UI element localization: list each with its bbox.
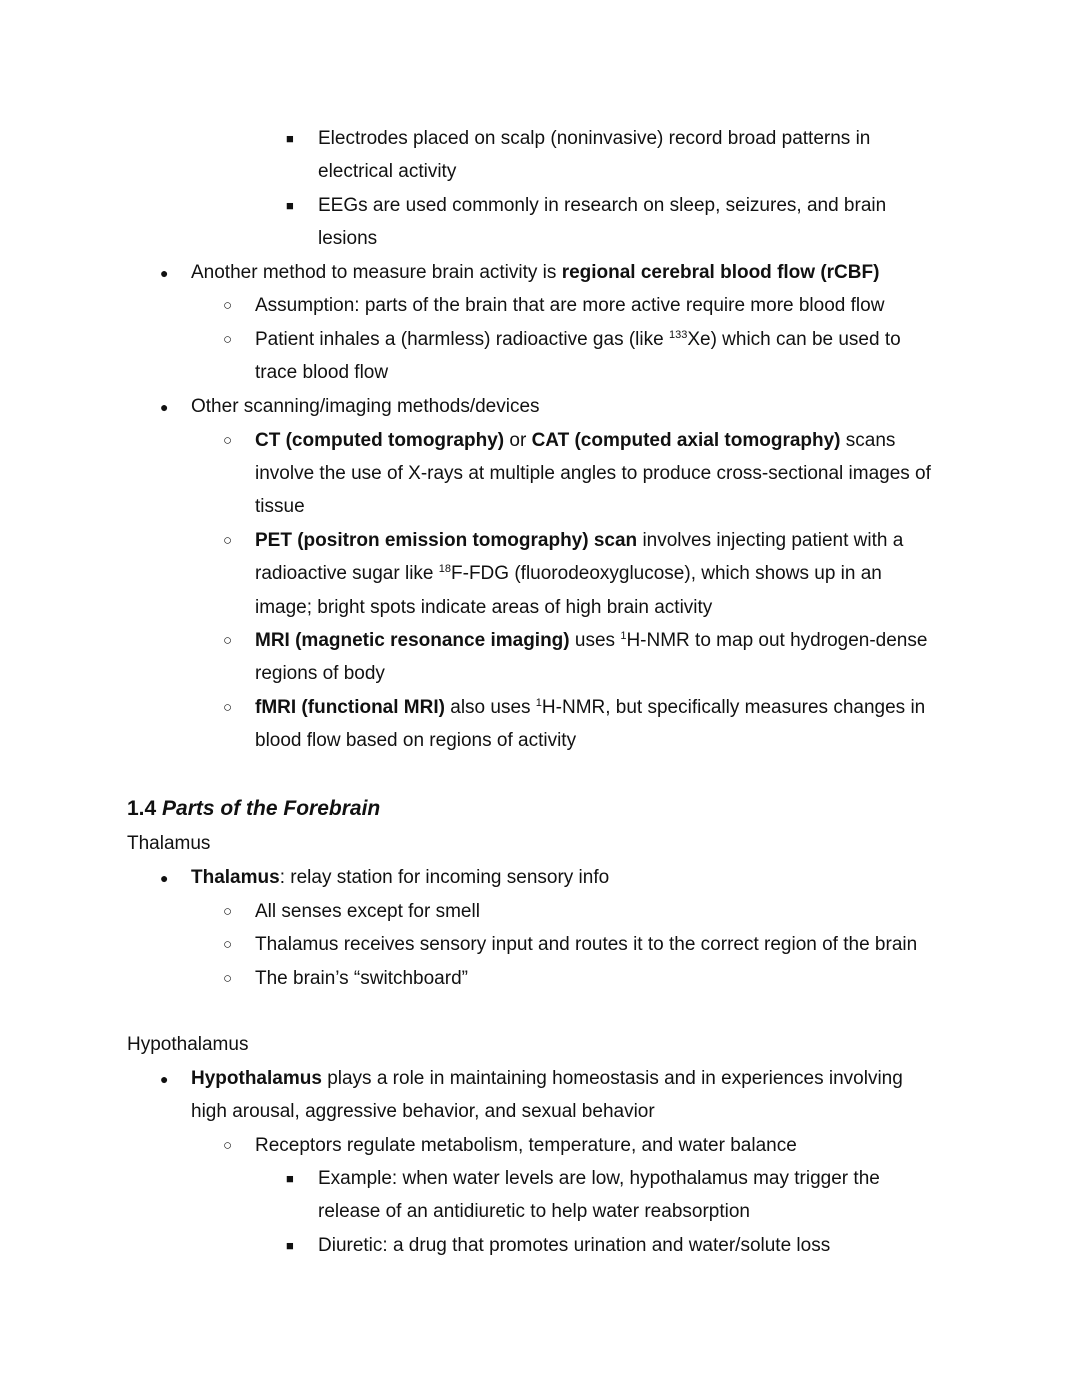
- square-bullet-icon: ■: [286, 1238, 294, 1253]
- circle-bullet-icon: ○: [223, 903, 233, 920]
- mri-term: MRI (magnetic resonance imaging): [255, 630, 570, 651]
- pet-line-2-post: F-FDG (fluorodeoxyglucose), which shows up in an: [451, 563, 882, 584]
- rcbf-intro: [191, 262, 879, 284]
- eeg-item-2-line-1: EEGs are used commonly in research on sleep, seizures, and brain: [318, 195, 887, 216]
- ct-or: or: [504, 430, 532, 451]
- hypothalamus-definition-line-2: high arousal, aggressive behavior, and sexual behavior: [191, 1101, 655, 1122]
- h1-superscript: 1: [535, 697, 542, 709]
- rcbf-inhale-post: Xe) which can be used to: [687, 329, 901, 350]
- rcbf-inhale-pre: Patient inhales a (harmless) radioactive gas (like: [255, 329, 669, 350]
- cat-term: CAT (computed axial tomography): [531, 430, 841, 451]
- pet-line-3: image; bright spots indicate areas of high brain activity: [255, 597, 713, 618]
- mri-line-1: [255, 630, 927, 652]
- square-bullet-icon: ■: [286, 131, 294, 146]
- diuretic-definition: Diuretic: a drug that promotes urination and water/solute loss: [318, 1235, 831, 1256]
- thalamus-definition: [191, 867, 609, 889]
- example-line-2: release of an antidiuretic to help water reabsorption: [318, 1201, 750, 1222]
- hypothalamus-definition-line-1: [191, 1068, 903, 1090]
- rcbf-intro-text: Another method to measure brain activity is: [191, 262, 562, 283]
- rcbf-inhale-line-2: trace blood flow: [255, 362, 389, 383]
- eeg-item-2-line-2: lesions: [318, 228, 378, 249]
- thalamus-sub-1: All senses except for smell: [255, 901, 480, 922]
- rcbf-inhale-line-1: [255, 329, 901, 351]
- ct-line-1: [255, 430, 895, 452]
- eeg-item-1-line-1: Electrodes placed on scalp (noninvasive) record broad patterns in: [318, 128, 871, 149]
- h1-superscript: 1: [620, 630, 627, 642]
- section-title: Parts of the Forebrain: [162, 797, 381, 820]
- imaging-intro: Other scanning/imaging methods/devices: [191, 396, 540, 417]
- circle-bullet-icon: ○: [223, 970, 233, 987]
- bullet-dot-icon: ●: [160, 265, 169, 281]
- ct-line-2: involve the use of X-rays at multiple angles to produce cross-sectional images of: [255, 463, 931, 484]
- pet-line-2-pre: radioactive sugar like: [255, 563, 439, 584]
- xe-superscript: 133: [668, 329, 688, 341]
- mri-pre: uses: [569, 630, 621, 651]
- mri-post: H-NMR to map out hydrogen-dense: [626, 630, 928, 651]
- pet-line-1: [255, 530, 903, 552]
- section-heading: [127, 797, 380, 821]
- fmri-term: fMRI (functional MRI): [255, 697, 445, 718]
- bullet-dot-icon: ●: [160, 1071, 169, 1087]
- square-bullet-icon: ■: [286, 1171, 294, 1186]
- thalamus-term: Thalamus: [191, 867, 280, 888]
- fmri-pre: also uses: [444, 697, 536, 718]
- circle-bullet-icon: ○: [223, 699, 233, 716]
- bullet-dot-icon: ●: [160, 870, 169, 886]
- circle-bullet-icon: ○: [223, 632, 233, 649]
- thalamus-sub-2: Thalamus receives sensory input and routes it to the correct region of the brain: [255, 934, 918, 955]
- pet-term: PET (positron emission tomography) scan: [255, 530, 638, 551]
- mri-line-2: regions of body: [255, 663, 385, 684]
- bullet-dot-icon: ●: [160, 399, 169, 415]
- eeg-item-1-line-2: electrical activity: [318, 161, 457, 182]
- square-bullet-icon: ■: [286, 198, 294, 213]
- ct-rest: scans: [840, 430, 896, 451]
- fmri-line-1: [255, 697, 925, 719]
- hypothalamus-term: Hypothalamus: [191, 1068, 322, 1089]
- hypothalamus-receptors: Receptors regulate metabolism, temperature, and water balance: [255, 1135, 797, 1156]
- thalamus-def-text: : relay station for incoming sensory info: [279, 867, 610, 888]
- f18-superscript: 18: [438, 563, 452, 575]
- circle-bullet-icon: ○: [223, 297, 233, 314]
- ct-line-3: tissue: [255, 496, 305, 517]
- hypothalamus-subheading: Hypothalamus: [127, 1034, 249, 1055]
- circle-bullet-icon: ○: [223, 936, 233, 953]
- circle-bullet-icon: ○: [223, 1137, 233, 1154]
- section-number: 1.4: [127, 797, 163, 820]
- thalamus-sub-3: The brain’s “switchboard”: [255, 968, 468, 989]
- rcbf-assumption: Assumption: parts of the brain that are more active require more blood flow: [255, 295, 885, 316]
- circle-bullet-icon: ○: [223, 432, 233, 449]
- fmri-post: H-NMR, but specifically measures changes in: [541, 697, 926, 718]
- fmri-line-2: blood flow based on regions of activity: [255, 730, 577, 751]
- hypothalamus-def-text: plays a role in maintaining homeostasis and in experiences involving: [321, 1068, 903, 1089]
- circle-bullet-icon: ○: [223, 532, 233, 549]
- ct-term: CT (computed tomography): [255, 430, 505, 451]
- example-line-1: Example: when water levels are low, hypothalamus may trigger the: [318, 1168, 880, 1189]
- circle-bullet-icon: ○: [223, 331, 233, 348]
- thalamus-subheading: Thalamus: [127, 833, 211, 854]
- pet-rest: involves injecting patient with a: [637, 530, 904, 551]
- pet-line-2: [255, 563, 882, 585]
- rcbf-term: regional cerebral blood flow (rCBF): [561, 262, 880, 283]
